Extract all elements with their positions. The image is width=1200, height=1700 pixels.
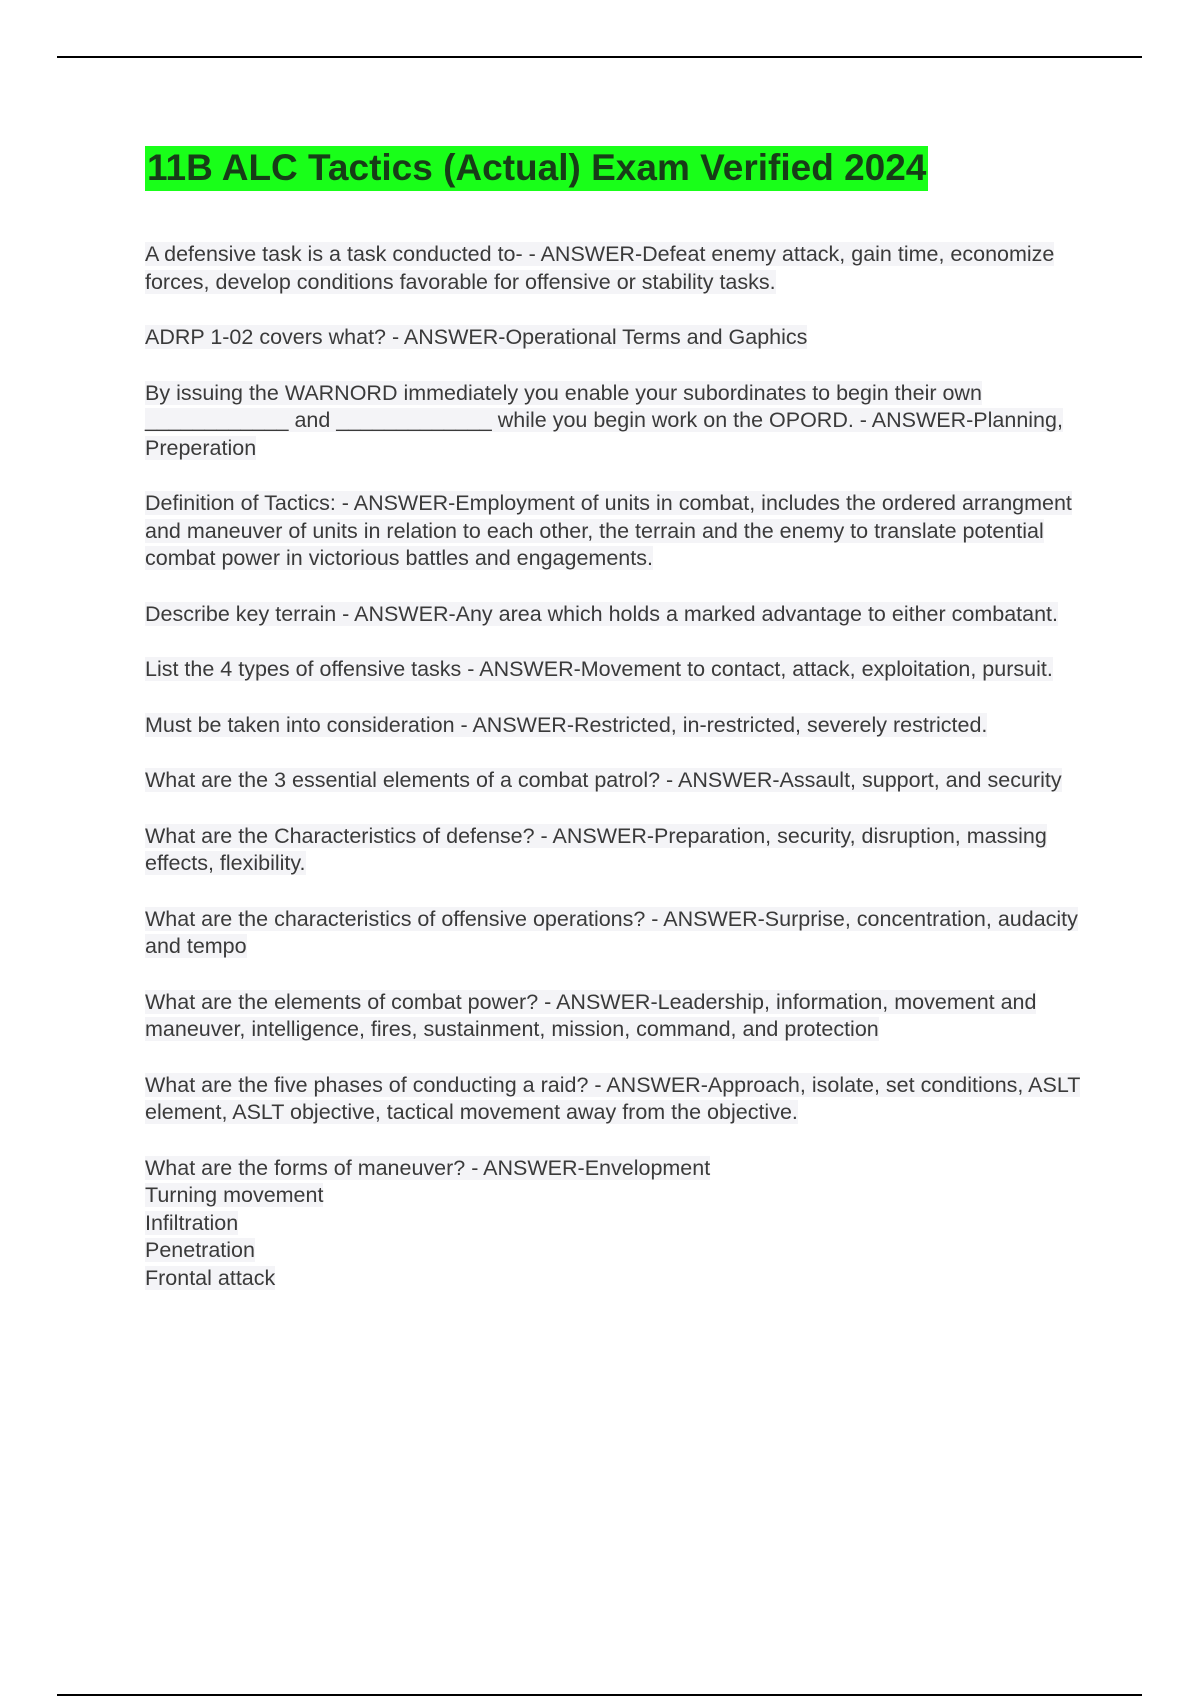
document-body — [145, 146, 1095, 1320]
qa-text: What are the characteristics of offensive operations? - ANSWER-Surprise, concentration, audacity and tempo — [145, 906, 1078, 958]
qa-text: Describe key terrain - ANSWER-Any area which holds a marked advantage to either combatant. — [145, 601, 1058, 626]
qa-item — [145, 241, 1095, 296]
qa-text: ADRP 1-02 covers what? - ANSWER-Operational Terms and Gaphics — [145, 325, 808, 349]
qa-item-last — [145, 1155, 1095, 1293]
answer-line — [145, 1237, 1095, 1265]
qa-text: A defensive task is a task conducted to- - ANSWER-Defeat enemy attack, gain time, economize forces, develop conditions favorable for offensive or stability tasks. — [145, 242, 1055, 294]
qa-item — [145, 324, 1095, 352]
qa-text: What are the elements of combat power? - ANSWER-Leadership, information, movement and maneuver, intelligence, fires, sustainment, mission, command, and protection — [145, 989, 1037, 1041]
answer-line-text: Turning movement — [145, 1183, 324, 1207]
qa-item — [145, 656, 1095, 684]
qa-item — [145, 380, 1095, 463]
qa-item — [145, 490, 1095, 573]
qa-list — [145, 241, 1095, 1292]
qa-text: By issuing the WARNORD immediately you enable your subordinates to begin their own ____________ and _____________ while you begin work on the OPORD. - ANSWER-Planning, Preperation — [145, 380, 1063, 460]
answer-line-text: Penetration — [145, 1238, 255, 1262]
qa-item — [145, 601, 1095, 629]
qa-item — [145, 712, 1095, 740]
qa-text: What are the forms of maneuver? - ANSWER-Envelopment — [145, 1155, 711, 1180]
answer-line — [145, 1210, 1095, 1238]
document-title: 11B ALC Tactics (Actual) Exam Verified 2024 — [145, 146, 928, 191]
answer-line — [145, 1182, 1095, 1210]
answer-line — [145, 1265, 1095, 1293]
qa-text: Must be taken into consideration - ANSWER-Restricted, in-restricted, severely restricted. — [145, 712, 988, 737]
qa-item — [145, 823, 1095, 878]
qa-text: What are the five phases of conducting a raid? - ANSWER-Approach, isolate, set conditions, ASLT element, ASLT objective, tactical movement away from the objective. — [145, 1072, 1081, 1124]
qa-item — [145, 989, 1095, 1044]
qa-text: List the 4 types of offensive tasks - ANSWER-Movement to contact, attack, exploitation, pursuit. — [145, 657, 1053, 681]
top-rule — [57, 56, 1142, 58]
answer-line-text: Frontal attack — [145, 1265, 276, 1290]
qa-item — [145, 1072, 1095, 1127]
qa-text: What are the Characteristics of defense? - ANSWER-Preparation, security, disruption, massing effects, flexibility. — [145, 823, 1047, 875]
qa-text: Definition of Tactics: - ANSWER-Employment of units in combat, includes the ordered arrangment and maneuver of units in relation to each other, the terrain and the enemy to translate potential combat power in victorious battles and engagements. — [145, 491, 1072, 570]
answer-line-text: Infiltration — [145, 1210, 239, 1235]
bottom-rule — [57, 1694, 1142, 1696]
qa-text: What are the 3 essential elements of a combat patrol? - ANSWER-Assault, support, and security — [145, 768, 1062, 792]
qa-item — [145, 906, 1095, 961]
qa-item — [145, 767, 1095, 795]
